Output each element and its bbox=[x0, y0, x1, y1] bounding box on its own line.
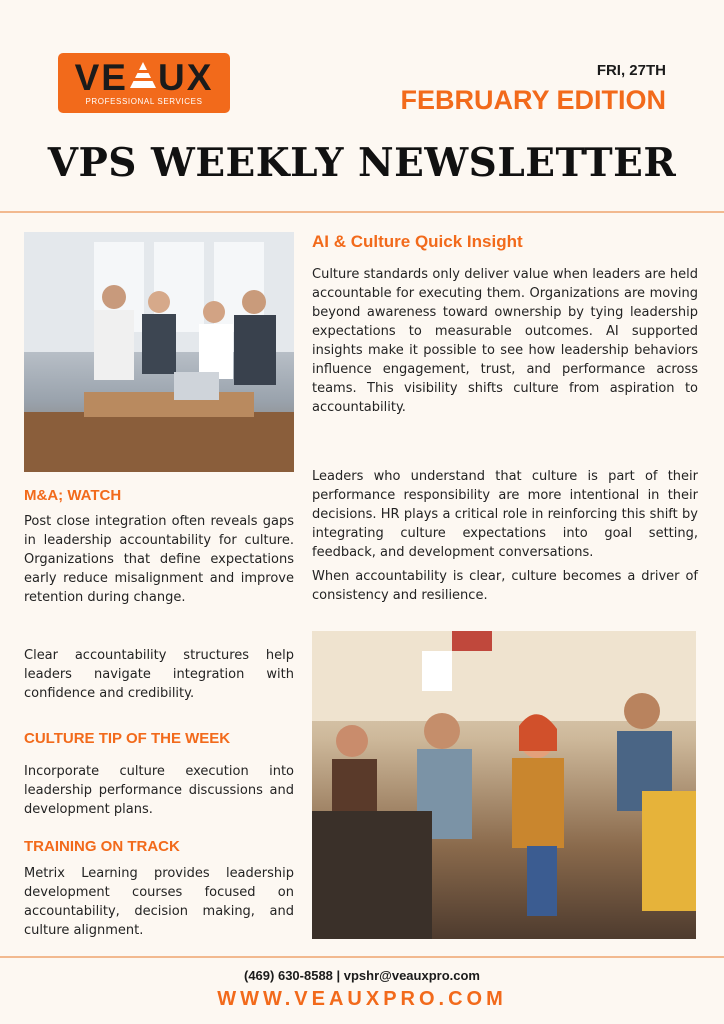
logo-wordmark bbox=[58, 58, 230, 98]
culture-tip-paragraph: Incorporate culture execution into leadership performance discussions and development plans. bbox=[24, 764, 294, 817]
issue-date: FRI, 27TH bbox=[596, 62, 666, 79]
header-divider bbox=[0, 211, 724, 213]
office-meeting-photo bbox=[24, 232, 294, 472]
edition-label: FEBRUARY EDITION bbox=[400, 85, 666, 115]
footer-divider bbox=[0, 956, 724, 958]
logo-triangle-icon bbox=[130, 62, 156, 88]
ai-culture-paragraph-1: Culture standards only deliver value when leaders are held accountable for executing them. Organizations are moving beyond awareness toward ownership by tying leadership expectations to measurable outcomes. AI supported insights make it possible to see how leadership behaviors influence engagement, trust, and performance across teams. This visibility shifts culture from aspiration to accountability. bbox=[312, 267, 698, 415]
logo-word-left: VE bbox=[74, 57, 128, 98]
applauding-audience-photo bbox=[312, 631, 696, 939]
logo-subtitle: PROFESSIONAL SERVICES bbox=[85, 97, 203, 106]
veaux-logo bbox=[58, 53, 230, 113]
website-link[interactable]: WWW.VEAUXPRO.COM bbox=[217, 988, 507, 1010]
ma-watch-paragraph-2: Clear accountability structures help leaders navigate integration with confidence and credibility. bbox=[24, 648, 294, 701]
ma-watch-heading: M&A; WATCH bbox=[24, 487, 122, 504]
ma-watch-paragraph-1: Post close integration often reveals gaps in leadership accountability for culture. Organizations that define expectations early reduce misalignment and improve retention during change. bbox=[24, 514, 294, 605]
logo-word-right: UX bbox=[157, 57, 214, 98]
training-paragraph: Metrix Learning provides leadership development courses focused on accountability, decision making, and culture alignment. bbox=[24, 866, 294, 938]
ai-culture-paragraph-2: Leaders who understand that culture is part of their performance responsibility are more intentional in their decisions. HR plays a critical role in reinforcing this shift by integrating culture expectations into goal setting, feedback, and development conversations. bbox=[312, 469, 698, 560]
newsletter-title: VPS WEEKLY NEWSLETTER bbox=[47, 140, 677, 186]
ai-culture-heading: AI & Culture Quick Insight bbox=[312, 232, 523, 251]
ai-culture-paragraph-3: When accountability is clear, culture becomes a driver of consistency and resilience. bbox=[312, 569, 698, 603]
culture-tip-heading: CULTURE TIP OF THE WEEK bbox=[24, 730, 231, 747]
training-heading: TRAINING ON TRACK bbox=[24, 838, 180, 855]
contact-info: (469) 630-8588 | vpshr@veauxpro.com bbox=[244, 968, 480, 983]
